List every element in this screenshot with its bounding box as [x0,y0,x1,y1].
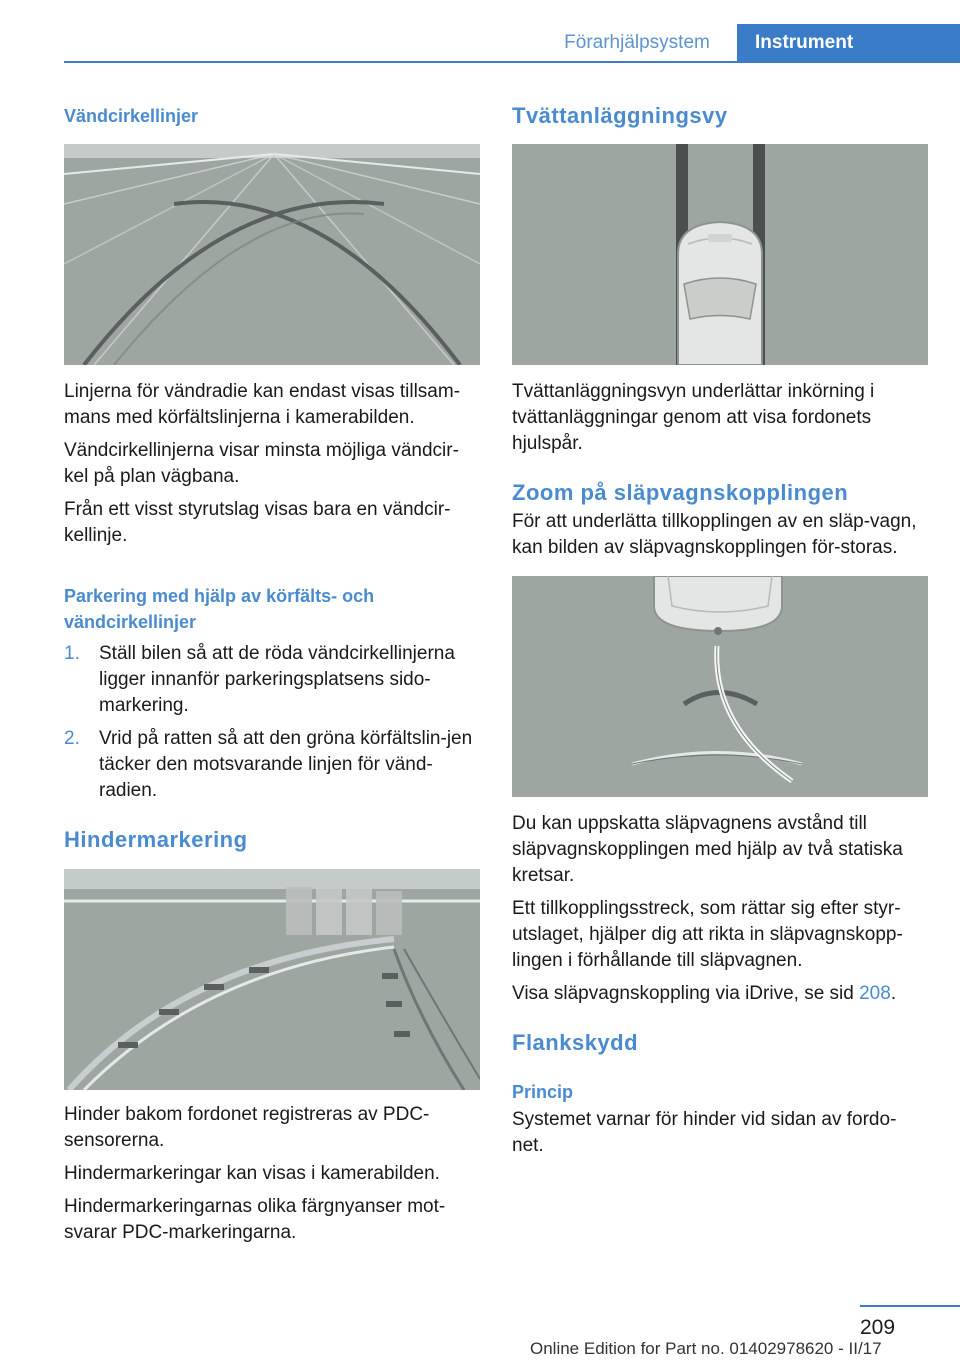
paragraph: Vändcirkellinjerna visar minsta möjliga vändcir‐kel på plan vägbana. [64,440,459,487]
paragraph: Hindermarkeringar kan visas i kamerabilden. [64,1163,440,1184]
list-item [64,641,480,719]
obstacle-marking-figure [64,869,480,1090]
trailer-coupling-zoom-figure [512,576,928,797]
header-chapter-tab: Instrument [737,24,960,62]
page-reference-link[interactable]: 208 [859,983,891,1004]
heading-princip: Princip [512,1082,574,1102]
header-section-label: Förarhjälpsystem [564,32,710,53]
heading-zoom: Zoom på släpvagnskopplingen [512,480,849,505]
list-item-text: Ställ bilen så att de röda vändcirkellinjerna ligger innanför parkeringsplatsens sido‐markering. [99,643,455,716]
left-column [64,100,480,1246]
list-item-number: 1. [64,643,80,664]
turning-circle-lines-figure [64,144,480,365]
right-column [512,100,928,1159]
heading-hindermarkering: Hindermarkering [64,827,248,852]
text-span: Visa släpvagnskoppling via iDrive, se sid [512,983,860,1004]
paragraph [512,981,928,1007]
list-item [64,726,480,804]
paragraph: För att underlätta tillkopplingen av en släp‐vagn, kan bilden av släpvagnskopplingen för‐storas. [512,511,917,558]
paragraph: Du kan uppskatta släpvagnens avstånd till släpvagnskopplingen med hjälp av två statiska kretsar. [512,813,903,886]
paragraph: Linjerna för vändradie kan endast visas tillsam‐mans med körfältslinjerna i kamerabilden. [64,381,461,428]
footer-rule [860,1305,960,1307]
page-number: 209 [860,1316,896,1339]
heading-parkering: Parkering med hjälp av körfälts- och vändcirkellinjer [64,586,375,632]
parking-steps-list [64,641,480,804]
edition-footer: Online Edition for Part no. 01402978620 - II/17 [530,1339,882,1358]
paragraph: Hindermarkeringarnas olika färgnyanser mot‐svarar PDC-markeringarna. [64,1196,446,1243]
list-item-text: Vrid på ratten så att den gröna körfältslin‐jen täcker den motsvarande linjen för vänd‐radien. [99,728,473,801]
heading-vandcirkellinjer: Vändcirkellinjer [64,106,199,126]
paragraph: Hinder bakom fordonet registreras av PDC-sensorerna. [64,1104,430,1151]
car-wash-view-figure [512,144,928,365]
paragraph: Tvättanläggningsvyn underlättar inkörning i tvättanläggningar genom att visa fordonets hjulspår. [512,381,875,454]
text-span: . [890,983,897,1004]
heading-tvattanlaggningsvy: Tvättanläggningsvy [512,103,728,128]
list-item-number: 2. [64,728,80,749]
paragraph: Från ett visst styrutslag visas bara en vändcir‐kellinje. [64,499,451,546]
header-rule [64,61,960,63]
paragraph: Ett tillkopplingsstreck, som rättar sig efter styr‐utslaget, hjälper dig att rikta in släpvagnskopp‐lingen i förhållande till släpvagnen. [512,898,903,971]
paragraph: Systemet varnar för hinder vid sidan av fordo‐net. [512,1109,897,1156]
heading-flankskydd: Flankskydd [512,1030,639,1055]
